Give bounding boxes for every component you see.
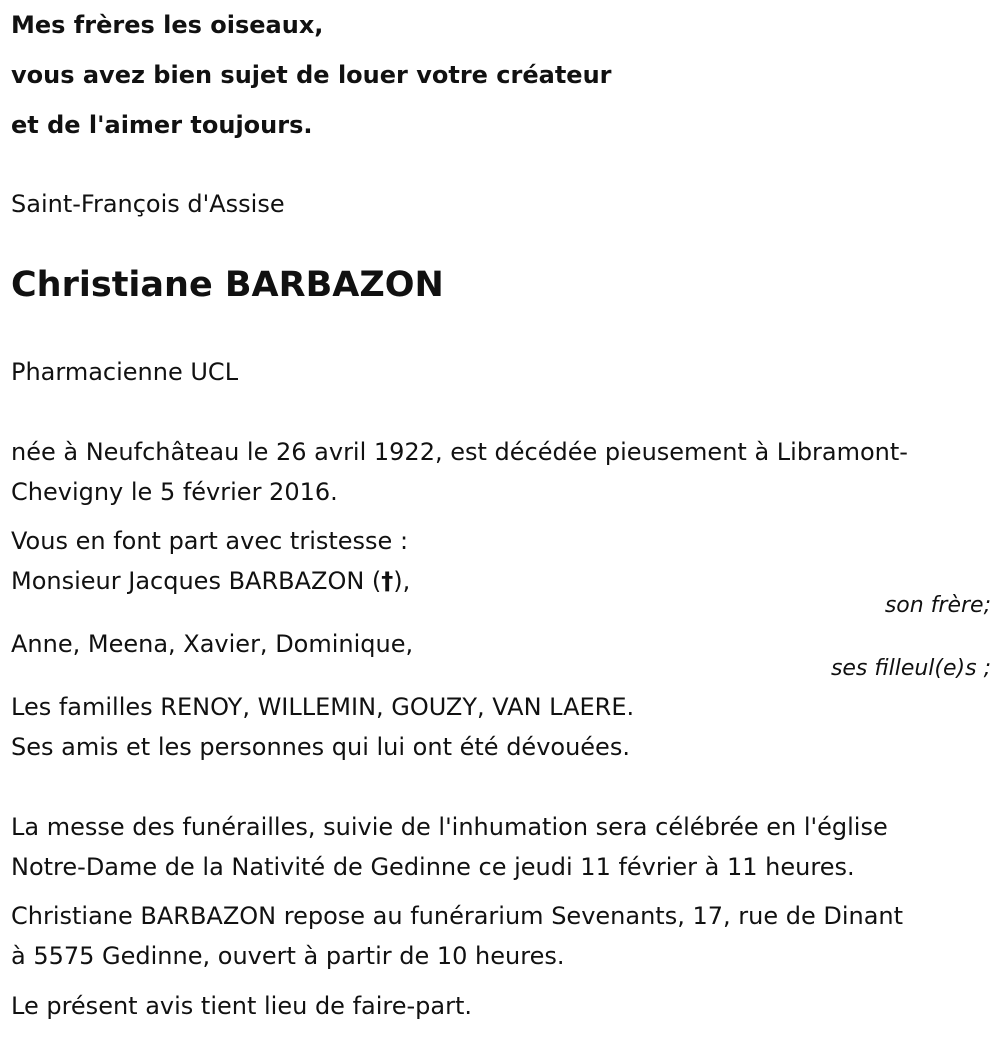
mass-line-1: La messe des funérailles, suivie de l'inhumation sera célébrée en l'église [11, 813, 888, 841]
repose-line-2: à 5575 Gedinne, ouvert à partir de 10 heures. [11, 942, 565, 970]
brother-relation: son frère; [884, 593, 991, 618]
profession: Pharmacienne UCL [11, 358, 239, 386]
cross-icon: † [381, 567, 394, 595]
notice-statement: Le présent avis tient lieu de faire-part. [11, 992, 473, 1020]
families: Les familles RENOY, WILLEMIN, GOUZY, VAN LAERE. [11, 693, 635, 721]
deceased-name: Christiane BARBAZON [11, 265, 444, 305]
birth-death-line-2: Chevigny le 5 février 2016. [11, 478, 338, 506]
brother-name-suffix: ), [393, 567, 411, 595]
repose-line-1: Christiane BARBAZON repose au funérarium Sevenants, 17, rue de Dinant [11, 902, 904, 930]
quote-author: Saint-François d'Assise [11, 190, 285, 218]
brother-name [11, 566, 410, 596]
quote-line-2: vous avez bien sujet de louer votre créateur [11, 61, 612, 89]
quote-line-1: Mes frères les oiseaux, [11, 11, 324, 39]
mass-line-2: Notre-Dame de la Nativité de Gedinne ce jeudi 11 février à 11 heures. [11, 853, 855, 881]
brother-name-prefix: Monsieur Jacques BARBAZON ( [11, 567, 382, 595]
godchildren-relation: ses filleul(e)s ; [830, 656, 991, 681]
godchildren: Anne, Meena, Xavier, Dominique, [11, 630, 414, 658]
announcement-intro: Vous en font part avec tristesse : [11, 527, 409, 555]
quote-line-3: et de l'aimer toujours. [11, 111, 313, 139]
birth-death-line-1: née à Neufchâteau le 26 avril 1922, est décédée pieusement à Libramont- [11, 438, 908, 466]
friends: Ses amis et les personnes qui lui ont été dévouées. [11, 733, 630, 761]
